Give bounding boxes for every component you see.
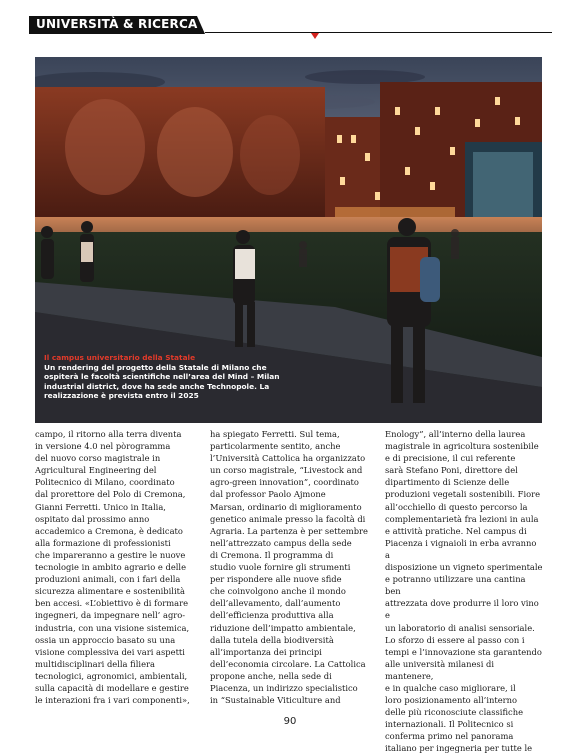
article-column-1: campo, il ritorno alla terra diventa in versione 4.0 nel pòrogramma del nuovo corso magistrale in Agricultural Engineering del Politecnico di Milano, coordinato dal prorettore del Polo di Cremona, Gianni Ferretti. Unico in Italia, ospitato dal prossimo anno accademico a Cremona, è dedicato alla formazione di professionisti che impareranno a gestire le nuove tecnologie in ambito agrario e delle produzioni animali, con i fari della sicurezza alimentare e sostenibilità ben accesi. «L’obiettivo è di formare ingegneri, da impegnare nell’ agro- industria, con una visione sistemica, ossia un approccio basato su una visione complessiva dei vari aspetti multidisciplinari della filiera tecnologici, agronomici, ambientali, sulla capacità di modellare e gestire le interazioni fra i vari componenti», — [35, 429, 190, 706]
header-rule — [205, 32, 552, 33]
campus-rendering-photo — [35, 57, 542, 423]
section-title: UNIVERSITÀ & RICERCA — [36, 17, 198, 31]
photo-caption — [44, 353, 284, 401]
page-number: 90 — [283, 716, 297, 727]
article-column-2: ha spiegato Ferretti. Sul tema, particolarmente sentito, anche l’Università Cattolica ha organizzato un corso magistrale, “Livestock and agro-green innovation”, coordinato dal professor Paolo Ajmone Marsan, ordinario di miglioramento genetico animale presso la facoltà di Agraria. La partenza è per settembre nell’attrezzato campus della sede di Cremona. Il programma di studio vuole fornire gli strumenti per rispondere alle nuove sfide che coinvolgono anche il mondo dell’allevamento, dall’aumento dell’efficienza produttiva alla riduzione dell’impatto ambientale, dalla tutela della biodiversità all’importanza dei principi dell’economia circolare. La Cattolica propone anche, nella sede di Piacenza, un indirizzo specialistico in “Sustainable Viticulture and — [210, 429, 368, 706]
section-header — [29, 16, 552, 34]
triangle-marker-icon — [311, 33, 319, 39]
caption-title: Il campus universitario della Statale — [44, 353, 196, 362]
caption-body: Un rendering del progetto della Statale di Milano che ospiterà le facoltà scientifiche nell’area del Mind – Milan industrial district, dove ha sede anche Technopole. La realizzazione è prevista entro il 2025 — [44, 362, 280, 401]
article-column-3: Enology”, all’interno della laurea magistrale in agricoltura sostenibile e di precisione, il cui referente sarà Stefano Poni, direttore del dipartimento di Scienze delle produzioni vegetali sostenibili. Fiore all’occhiello di questo percorso la complementarietà fra lezioni in aula e attività pratiche. Nel campus di Piacenza i vignaioli in erba avranno a disposizione un vigneto sperimentale e potranno utilizzare una cantina ben attrezzata dove produrre il loro vino e un laboratorio di analisi sensoriale. Lo sforzo di essere al passo con i tempi e l’innovazione sta garantendo alle università milanesi di mantenere, e in qualche caso migliorare, il loro posizionamento all’interno delle più riconosciute classifiche internazionali. Il Politecnico si conferma primo nel panorama italiano per ingegneria per tutte le — [385, 429, 543, 754]
